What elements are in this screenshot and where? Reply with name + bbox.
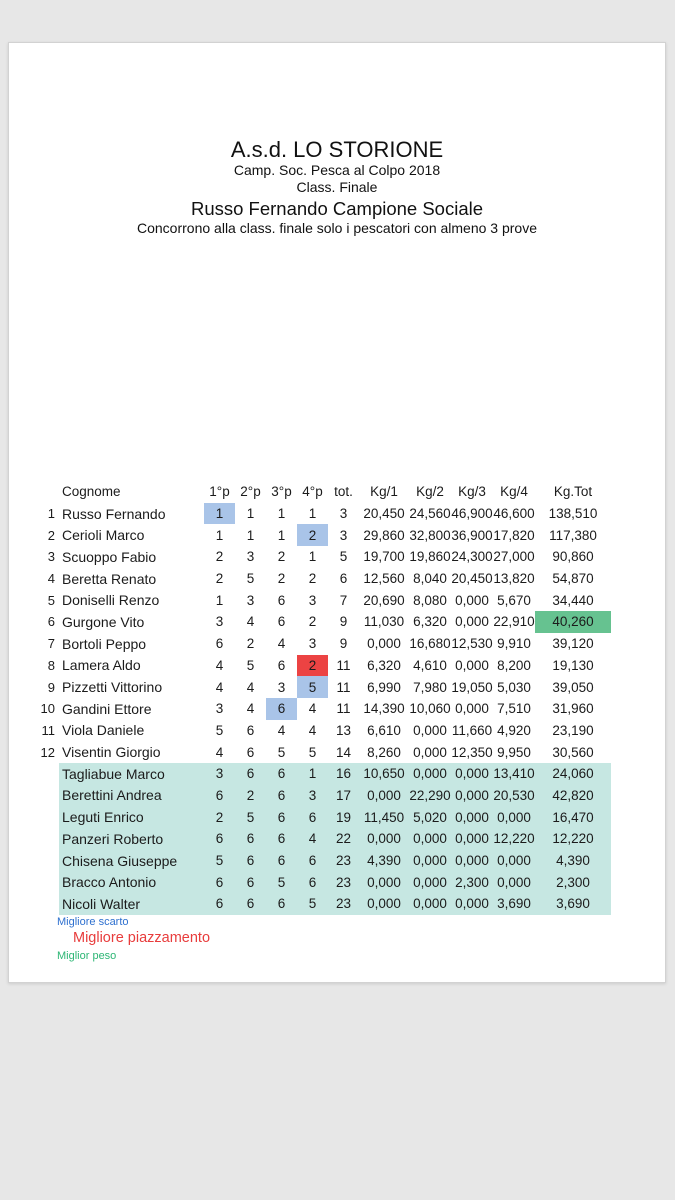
value-cell: 40,260: [535, 611, 611, 633]
value-cell: 31,960: [552, 701, 594, 717]
value-cell: 0,000: [413, 744, 447, 760]
value-cell: 8,260: [367, 744, 401, 760]
table-header-row: [41, 481, 611, 503]
value-cell: 0,000: [359, 828, 409, 850]
value-cell: 9,950: [497, 744, 531, 760]
value-cell: 5: [204, 850, 235, 872]
value-cell: 0,000: [493, 850, 535, 872]
column-header: Kg/2: [416, 484, 444, 500]
value-cell: 8,080: [413, 592, 447, 608]
name-cell: Beretta Renato: [62, 570, 157, 587]
value-cell: 6: [235, 850, 266, 872]
name-cell: Nicoli Walter: [59, 893, 204, 915]
value-cell: 6: [297, 850, 328, 872]
value-cell: 2: [297, 524, 328, 546]
value-cell: 5,020: [409, 806, 451, 828]
value-cell: 11,450: [359, 806, 409, 828]
rank-cell: 7: [47, 636, 55, 652]
value-cell: 4,610: [413, 657, 447, 673]
value-cell: 2: [308, 614, 317, 630]
table-row: [41, 524, 611, 546]
value-cell: 0,000: [409, 893, 451, 915]
value-cell: 4: [246, 679, 255, 695]
value-cell: 10,060: [409, 701, 451, 717]
value-cell: 39,120: [552, 636, 594, 652]
name-cell: Gurgone Vito: [62, 613, 145, 630]
value-cell: 1: [277, 527, 286, 543]
value-cell: 6,320: [367, 657, 401, 673]
value-cell: 7,510: [497, 701, 531, 717]
value-cell: 23: [328, 850, 359, 872]
value-cell: 3: [277, 679, 286, 695]
value-cell: 4: [277, 636, 286, 652]
rank-cell: [41, 850, 59, 872]
table-row: [41, 828, 611, 850]
value-cell: 6: [266, 893, 297, 915]
name-cell: Scuoppo Fabio: [62, 548, 157, 565]
value-cell: 3: [215, 701, 224, 717]
name-cell: Bortoli Peppo: [62, 635, 147, 652]
value-cell: 23: [328, 893, 359, 915]
value-cell: 5: [215, 722, 224, 738]
value-cell: 7: [339, 592, 348, 608]
rank-cell: [41, 763, 59, 785]
value-cell: 12,220: [535, 828, 611, 850]
value-cell: 39,050: [552, 679, 594, 695]
rank-cell: [41, 785, 59, 807]
table-row: [41, 546, 611, 568]
value-cell: 2: [235, 785, 266, 807]
value-cell: 32,800: [409, 527, 451, 543]
table-row: [41, 893, 611, 915]
value-cell: 4,390: [535, 850, 611, 872]
value-cell: 27,000: [493, 549, 535, 565]
value-cell: 8,040: [413, 571, 447, 587]
value-cell: 4: [215, 744, 224, 760]
rank-cell: 5: [47, 592, 55, 608]
legend-migliore-piazzamento: Migliore piazzamento: [73, 930, 211, 946]
value-cell: 6: [297, 806, 328, 828]
value-cell: 2: [246, 636, 255, 652]
table-row: [41, 741, 611, 763]
table-row: [41, 611, 611, 633]
value-cell: 0,000: [359, 785, 409, 807]
value-cell: 4: [246, 614, 255, 630]
value-cell: 16,470: [535, 806, 611, 828]
table-row: [41, 871, 611, 893]
value-cell: 24,300: [451, 549, 493, 565]
subtitle-campionato: Camp. Soc. Pesca al Colpo 2018: [233, 162, 441, 178]
value-cell: 12,350: [451, 744, 493, 760]
value-cell: 9: [339, 636, 348, 652]
table-row: [41, 676, 611, 698]
rank-cell: 6: [47, 614, 55, 630]
value-cell: 3,690: [535, 893, 611, 915]
value-cell: 6: [266, 698, 297, 720]
value-cell: 11: [336, 701, 351, 717]
value-cell: 46,900: [451, 506, 493, 522]
value-cell: 4: [215, 657, 224, 673]
column-header: 1°p: [209, 484, 230, 500]
value-cell: 6: [235, 763, 266, 785]
value-cell: 90,860: [552, 549, 594, 565]
value-cell: 6: [277, 657, 286, 673]
column-header: Kg/1: [370, 484, 398, 500]
value-cell: 13,410: [493, 763, 535, 785]
value-cell: 19: [328, 806, 359, 828]
value-cell: 22,290: [409, 785, 451, 807]
table-row: [41, 698, 611, 720]
value-cell: 4: [246, 701, 255, 717]
value-cell: 22,910: [493, 614, 535, 630]
value-cell: 6: [266, 785, 297, 807]
rank-cell: [41, 828, 59, 850]
value-cell: 2: [277, 571, 286, 587]
value-cell: 4: [308, 722, 317, 738]
value-cell: 117,380: [549, 527, 597, 543]
value-cell: 6: [235, 893, 266, 915]
value-cell: 0,000: [455, 657, 489, 673]
champion-line: Russo Fernando Campione Sociale: [190, 198, 484, 219]
value-cell: 13,820: [493, 571, 535, 587]
value-cell: 9: [339, 614, 348, 630]
value-cell: 0,000: [451, 828, 493, 850]
rank-cell: 9: [47, 679, 55, 695]
column-header: Cognome: [62, 484, 121, 500]
value-cell: 6: [266, 806, 297, 828]
table-row: [41, 503, 611, 525]
value-cell: 4: [308, 701, 317, 717]
value-cell: 5: [308, 744, 317, 760]
legend-miglior-peso: Miglior peso: [57, 950, 117, 962]
value-cell: 42,820: [535, 785, 611, 807]
value-cell: 23,190: [552, 722, 594, 738]
value-cell: 13: [335, 722, 352, 738]
value-cell: 24,560: [409, 506, 451, 522]
rank-cell: 11: [41, 722, 55, 738]
value-cell: 0,000: [409, 763, 451, 785]
value-cell: 3: [215, 614, 224, 630]
table-row: [41, 763, 611, 785]
name-cell: Leguti Enrico: [59, 806, 204, 828]
value-cell: 12,530: [451, 636, 493, 652]
value-cell: 12,220: [493, 828, 535, 850]
document-header: [9, 137, 665, 237]
value-cell: 6,610: [367, 722, 401, 738]
column-header: Kg/4: [500, 484, 528, 500]
value-cell: 17: [328, 785, 359, 807]
value-cell: 0,000: [493, 871, 535, 893]
value-cell: 4: [277, 722, 286, 738]
value-cell: 30,560: [552, 744, 594, 760]
value-cell: 1: [308, 506, 317, 522]
value-cell: 1: [308, 549, 317, 565]
column-header: tot.: [334, 484, 353, 500]
name-cell: Gandini Ettore: [62, 700, 152, 717]
value-cell: 6: [339, 571, 348, 587]
value-cell: 17,820: [493, 527, 535, 543]
value-cell: 0,000: [413, 722, 447, 738]
name-cell: Tagliabue Marco: [59, 763, 204, 785]
value-cell: 0,000: [455, 592, 489, 608]
rank-cell: 10: [40, 701, 55, 717]
value-cell: 3: [246, 549, 255, 565]
name-cell: Russo Fernando: [62, 505, 166, 522]
value-cell: 0,000: [451, 763, 493, 785]
name-cell: Lamera Aldo: [62, 657, 141, 674]
name-cell: Visentin Giorgio: [62, 744, 161, 761]
value-cell: 1: [246, 506, 255, 522]
standings-table: [41, 481, 611, 915]
value-cell: 0,000: [451, 785, 493, 807]
value-cell: 20,450: [363, 506, 405, 522]
value-cell: 6: [246, 722, 255, 738]
value-cell: 1: [297, 763, 328, 785]
value-cell: 34,440: [552, 592, 594, 608]
value-cell: 4,920: [497, 722, 531, 738]
value-cell: 6: [235, 828, 266, 850]
value-cell: 11: [336, 657, 351, 673]
rank-cell: 4: [47, 571, 55, 587]
column-header: 4°p: [302, 484, 323, 500]
rank-cell: 8: [47, 657, 55, 673]
value-cell: 3: [297, 785, 328, 807]
value-cell: 4: [215, 679, 224, 695]
value-cell: 6: [266, 763, 297, 785]
value-cell: 0,000: [367, 636, 401, 652]
value-cell: 36,900: [451, 527, 493, 543]
value-cell: 6: [266, 828, 297, 850]
value-cell: 0,000: [409, 850, 451, 872]
value-cell: 10,650: [359, 763, 409, 785]
rank-cell: [41, 871, 59, 893]
value-cell: 2: [204, 806, 235, 828]
value-cell: 6: [204, 871, 235, 893]
name-cell: Berettini Andrea: [59, 785, 204, 807]
value-cell: 0,000: [451, 850, 493, 872]
value-cell: 0,000: [359, 871, 409, 893]
value-cell: 6: [297, 871, 328, 893]
column-header: 3°p: [271, 484, 292, 500]
value-cell: 14: [335, 744, 352, 760]
value-cell: 11: [336, 679, 351, 695]
value-cell: 5: [339, 549, 348, 565]
value-cell: 24,060: [535, 763, 611, 785]
value-cell: 5: [266, 871, 297, 893]
rank-cell: 1: [47, 506, 55, 522]
value-cell: 0,000: [409, 871, 451, 893]
value-cell: 0,000: [455, 701, 489, 717]
name-cell: Doniselli Renzo: [62, 592, 160, 609]
name-cell: Panzeri Roberto: [59, 828, 204, 850]
value-cell: 2: [308, 571, 317, 587]
value-cell: 20,690: [363, 592, 405, 608]
table-row: [41, 655, 611, 677]
value-cell: 8,200: [497, 657, 531, 673]
value-cell: 3: [339, 527, 348, 543]
value-cell: 3: [308, 636, 317, 652]
value-cell: 1: [204, 503, 235, 525]
column-header: 2°p: [240, 484, 261, 500]
value-cell: 1: [246, 527, 255, 543]
value-cell: 6: [235, 871, 266, 893]
value-cell: 3: [204, 763, 235, 785]
value-cell: 1: [277, 506, 286, 522]
value-cell: 0,000: [359, 893, 409, 915]
value-cell: 11,660: [451, 722, 493, 738]
rank-column-header: [41, 481, 59, 503]
value-cell: 3: [339, 506, 348, 522]
value-cell: 5: [297, 893, 328, 915]
value-cell: 23: [328, 871, 359, 893]
value-cell: 29,860: [363, 527, 405, 543]
value-cell: 2: [297, 655, 328, 677]
table-row: [41, 589, 611, 611]
table-row: [41, 568, 611, 590]
value-cell: 4: [297, 828, 328, 850]
value-cell: 19,700: [363, 549, 405, 565]
value-cell: 12,560: [363, 571, 405, 587]
value-cell: 5: [235, 806, 266, 828]
value-cell: 7,980: [413, 679, 447, 695]
table-row: [41, 806, 611, 828]
value-cell: 5: [277, 744, 286, 760]
legend: [57, 915, 210, 963]
value-cell: 16: [328, 763, 359, 785]
value-cell: 5: [246, 657, 255, 673]
value-cell: 3: [246, 592, 255, 608]
subtitle-classifica: Class. Finale: [296, 179, 378, 195]
rank-cell: [41, 806, 59, 828]
value-cell: 46,600: [493, 506, 535, 522]
value-cell: 1: [215, 592, 224, 608]
value-cell: 6: [204, 785, 235, 807]
name-cell: Chisena Giuseppe: [59, 850, 204, 872]
value-cell: 0,000: [409, 828, 451, 850]
legend-migliore-scarto: Migliore scarto: [57, 916, 129, 928]
value-cell: 2: [215, 571, 224, 587]
value-cell: 5: [297, 676, 328, 698]
value-cell: 6: [266, 850, 297, 872]
document-page: [8, 42, 666, 983]
value-cell: 2: [215, 549, 224, 565]
rank-cell: 3: [47, 549, 55, 565]
value-cell: 19,860: [409, 549, 451, 565]
value-cell: 6: [277, 592, 286, 608]
value-cell: 0,000: [455, 614, 489, 630]
value-cell: 14,390: [363, 701, 405, 717]
value-cell: 6: [277, 614, 286, 630]
value-cell: 16,680: [409, 636, 451, 652]
table-row: [41, 850, 611, 872]
value-cell: 22: [328, 828, 359, 850]
value-cell: 2: [277, 549, 286, 565]
name-cell: Viola Daniele: [62, 722, 145, 739]
value-cell: 6,320: [413, 614, 447, 630]
value-cell: 20,450: [451, 571, 493, 587]
value-cell: 3,690: [493, 893, 535, 915]
value-cell: 6: [246, 744, 255, 760]
value-cell: 11,030: [363, 614, 405, 630]
column-header: Kg/3: [458, 484, 486, 500]
value-cell: 4,390: [359, 850, 409, 872]
value-cell: 5: [246, 571, 255, 587]
value-cell: 5,030: [497, 679, 531, 695]
name-cell: Bracco Antonio: [59, 871, 204, 893]
page-title: A.s.d. LO STORIONE: [230, 137, 444, 162]
value-cell: 54,870: [552, 571, 594, 587]
rank-cell: 2: [47, 527, 55, 543]
table-row: [41, 720, 611, 742]
table-row: [41, 785, 611, 807]
table-row: [41, 633, 611, 655]
value-cell: 138,510: [548, 506, 598, 522]
value-cell: 0,000: [493, 806, 535, 828]
value-cell: 9,910: [497, 636, 531, 652]
value-cell: 2,300: [451, 871, 493, 893]
value-cell: 19,050: [451, 679, 493, 695]
value-cell: 6: [204, 828, 235, 850]
column-header: Kg.Tot: [553, 484, 593, 500]
value-cell: 2,300: [535, 871, 611, 893]
rank-cell: [41, 893, 59, 915]
value-cell: 20,530: [493, 785, 535, 807]
note-line: Concorrono alla class. finale solo i pescatori con almeno 3 prove: [137, 220, 537, 236]
name-cell: Pizzetti Vittorino: [62, 679, 163, 696]
value-cell: 6: [204, 893, 235, 915]
value-cell: 6: [215, 636, 224, 652]
rank-cell: 12: [40, 744, 55, 760]
value-cell: 3: [308, 592, 317, 608]
value-cell: 0,000: [451, 806, 493, 828]
value-cell: 19,130: [552, 657, 594, 673]
value-cell: 1: [215, 527, 224, 543]
value-cell: 0,000: [451, 893, 493, 915]
name-cell: Cerioli Marco: [62, 527, 145, 544]
value-cell: 6,990: [367, 679, 401, 695]
value-cell: 5,670: [497, 592, 531, 608]
